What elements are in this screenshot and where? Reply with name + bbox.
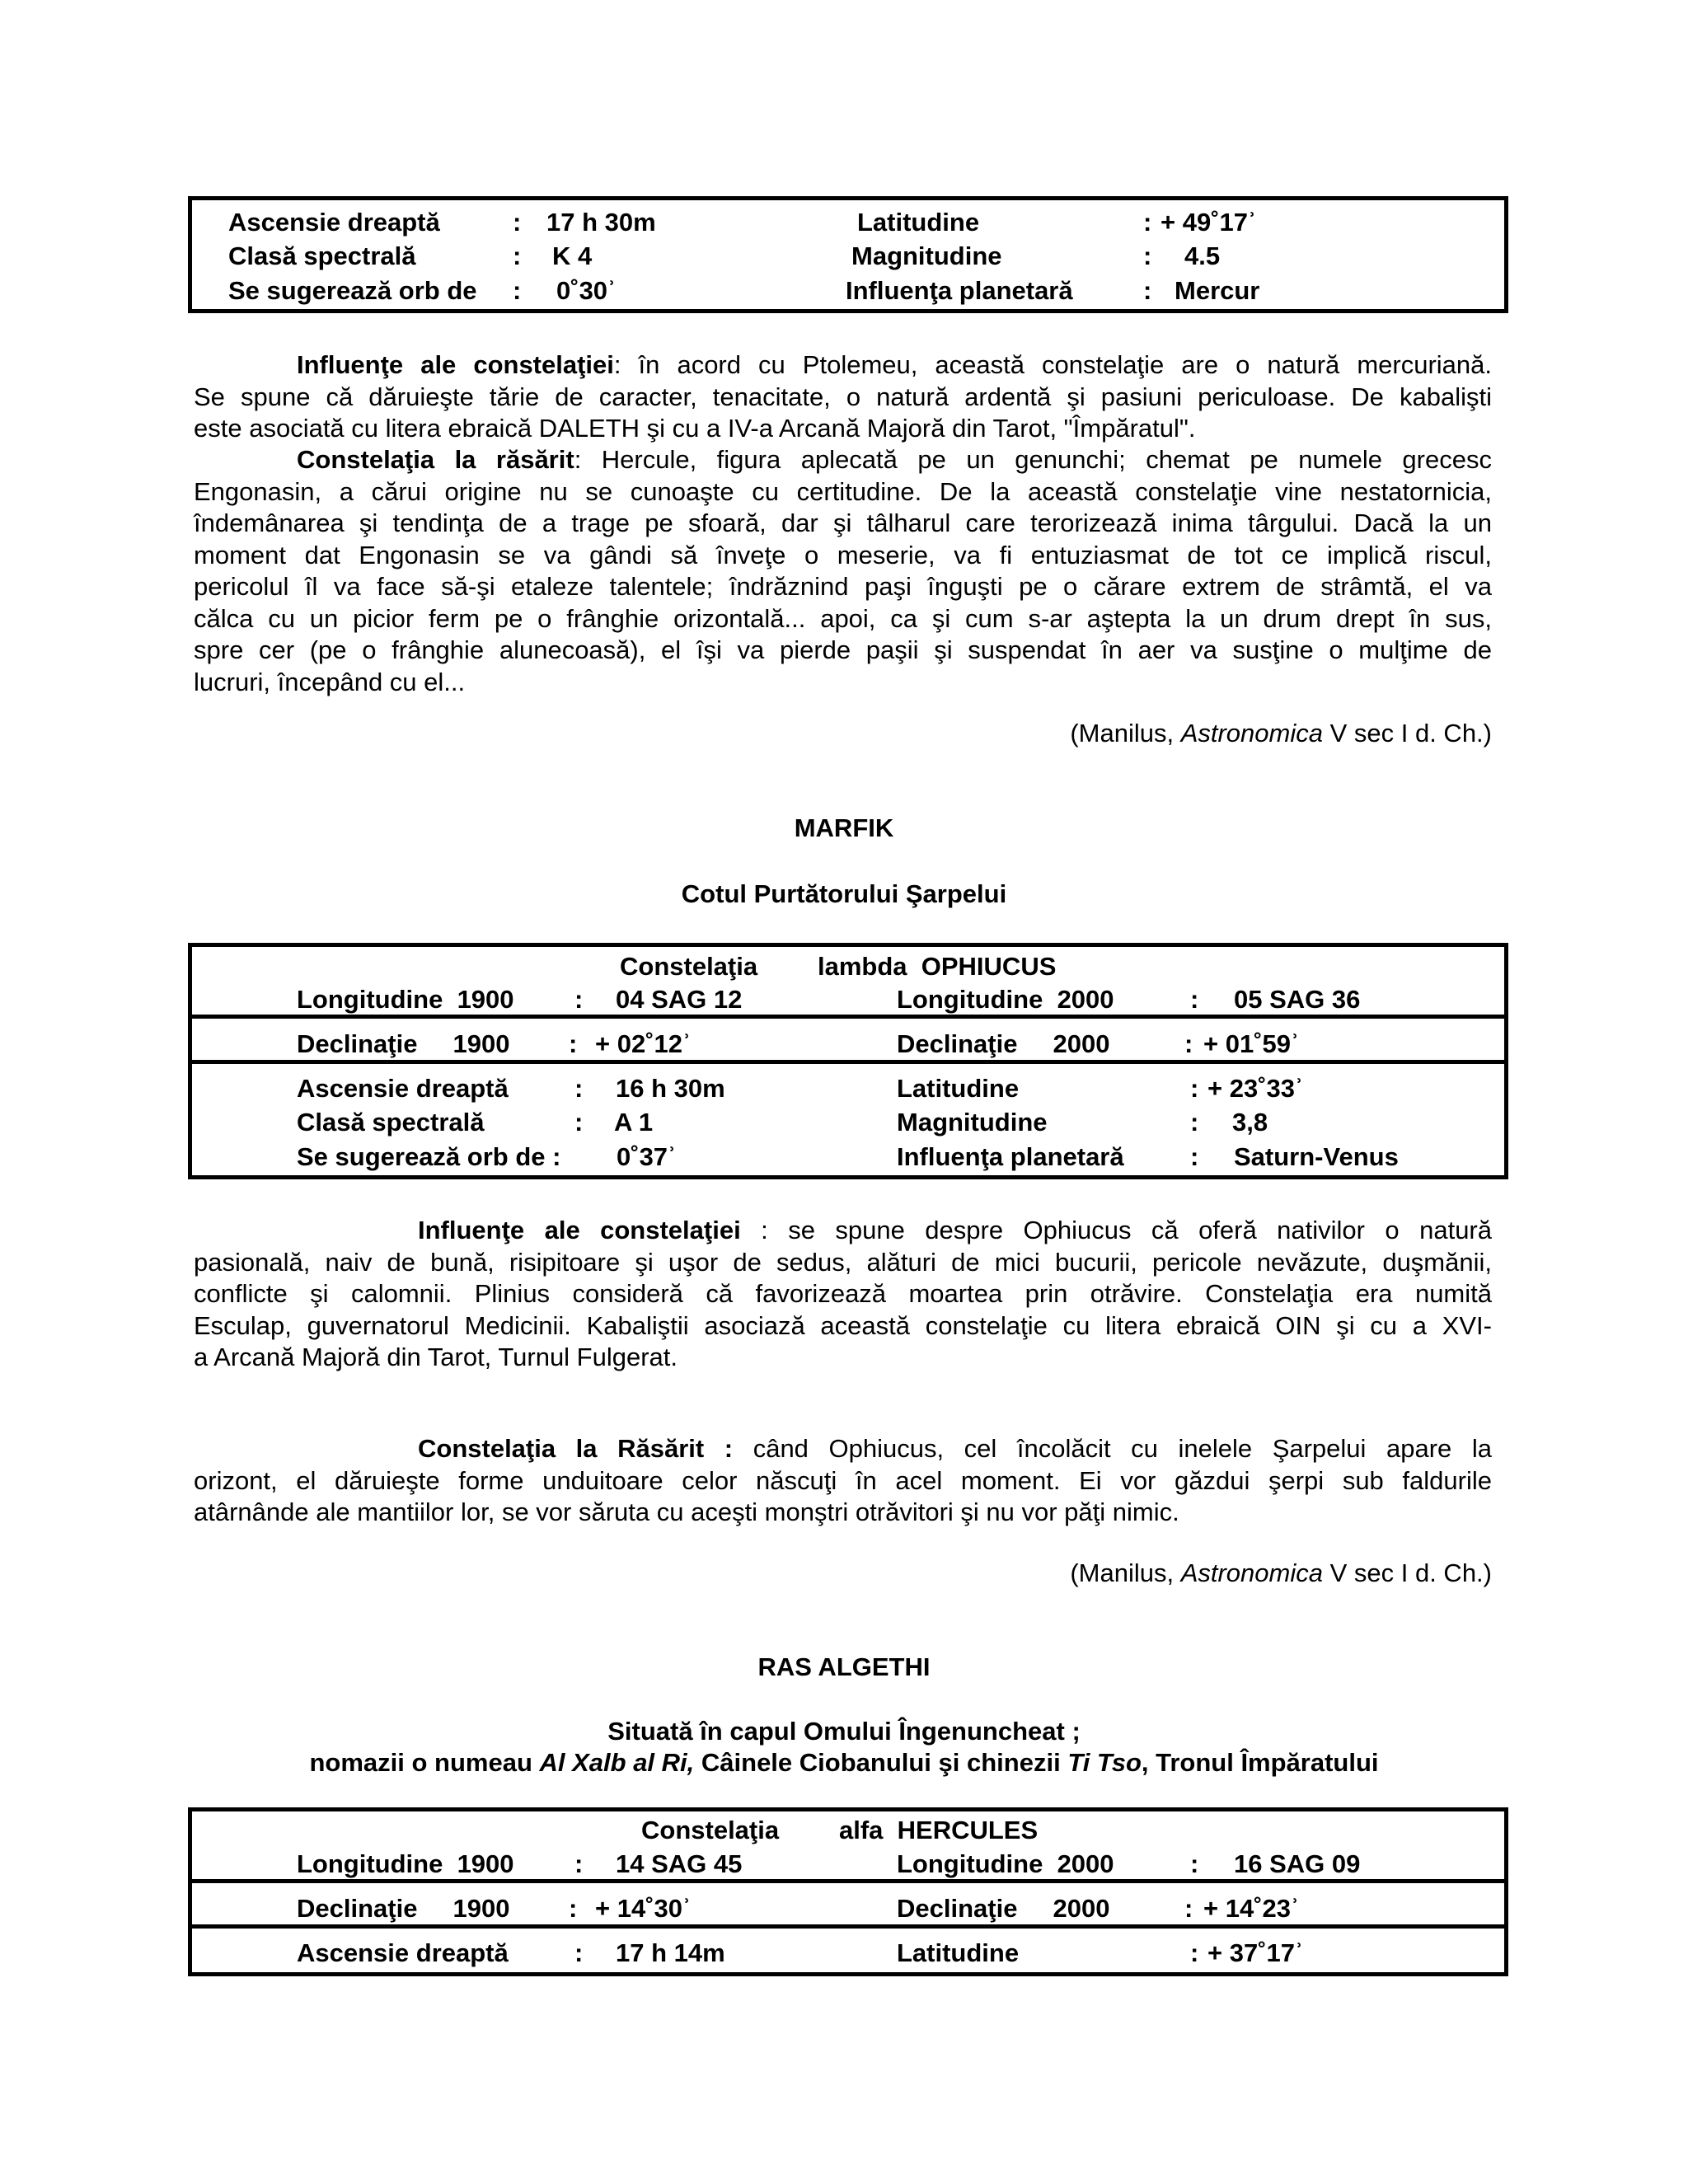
paragraph-text: : se spune despre Ophiucus că oferă nativilor o natură — [740, 1216, 1492, 1244]
paragraph-text: : Hercule, figura aplecată pe un genunchi; chemat pe numele grecesc — [574, 445, 1492, 474]
latitude-label: Latitudine — [897, 1938, 1020, 1967]
citation-work: Astronomica — [1180, 1558, 1323, 1587]
declination-1900-value: + 02˚12ʾ — [595, 1029, 692, 1058]
constellation-value: alfa HERCULES — [839, 1816, 1039, 1844]
paragraph-line — [194, 1433, 1492, 1465]
table1-row2-right-label: Magnitudine — [851, 241, 1002, 270]
longitude-2000-label: Longitudine 2000 — [897, 985, 1114, 1014]
orb-value: 0˚37ʾ — [617, 1142, 677, 1171]
paragraph-line: pasională, naiv de bună, risipitoare şi uşor de sedus, alături de mici bucurii, pericole nevăzute, duşmănii, — [194, 1247, 1492, 1277]
marfik-rising-paragraph — [194, 1433, 1492, 1529]
declination-1900-label: Declinaţie 1900 — [297, 1029, 510, 1058]
longitude-2000-sep: : — [1190, 985, 1199, 1014]
longitude-1900-label: Longitudine 1900 — [297, 985, 514, 1014]
declination-2000-sep: : — [1184, 1029, 1193, 1058]
table1-row3-right-sep: : — [1143, 276, 1152, 305]
planetary-influence-sep: : — [1190, 1142, 1199, 1171]
spectral-class-sep: : — [574, 1108, 584, 1137]
table1-row2-right-sep: : — [1143, 241, 1152, 270]
right-ascension-sep: : — [574, 1074, 584, 1103]
constellation-label: Constelaţia — [641, 1816, 780, 1844]
table1-row2-sep: : — [513, 241, 522, 270]
declination-2000-sep: : — [1184, 1894, 1193, 1923]
constellation-rising-paragraph — [194, 444, 1492, 698]
paragraph-line — [194, 444, 1492, 476]
table1-row2-label: Clasă spectrală — [228, 241, 416, 270]
latitude-sep: : — [1190, 1074, 1199, 1103]
paragraph-line: este asociată cu litera ebraică DALETH şi cu a IV-a Arcană Majoră din Tarot, "Împăratul". — [194, 414, 1196, 443]
paragraph-line: îndemânarea şi tendinţa de a trage pe sfoară, dar şi tâlharul care terorizează inima târgului. Dacă la un — [194, 509, 1492, 537]
table1-row1-right-value: + 49˚17ʾ — [1160, 208, 1257, 237]
paragraph-line: Se spune că dăruieşte tărie de caracter, tenacitate, o natură ardentă şi pasiuni periculoase. De kabalişti — [194, 382, 1492, 411]
table1-row1-value: 17 h 30m — [546, 208, 656, 237]
constellation-influences-paragraph — [194, 349, 1492, 445]
table1-row3-value: 0˚30ʾ — [556, 276, 617, 305]
right-ascension-value: 17 h 14m — [616, 1938, 725, 1967]
declination-2000-value: + 14˚23ʾ — [1203, 1894, 1300, 1923]
latitude-value: + 37˚17ʾ — [1207, 1938, 1304, 1967]
paragraph-line: lucruri, începând cu el... — [194, 667, 466, 696]
paragraph-line: a Arcană Majoră din Tarot, Turnul Fulgerat. — [194, 1343, 678, 1371]
star-title-marfik: MARFIK — [794, 813, 894, 842]
right-ascension-label: Ascensie dreaptă — [297, 1074, 509, 1103]
citation-2 — [1070, 1557, 1492, 1590]
paragraph-heading: Constelaţia la răsărit — [297, 445, 574, 474]
paragraph-line: conflicte şi calomnii. Plinius consideră că favorizează moartea prin otrăvire. Constelaţia era numită — [194, 1279, 1492, 1308]
table1-row1-sep: : — [513, 208, 522, 237]
latitude-sep: : — [1190, 1938, 1199, 1967]
paragraph-line: moment dat Engonasin se va gândi să înveţe o meserie, va fi entuziasmat de tot ce implică riscul, — [194, 540, 1492, 569]
citation-author: (Manilus, — [1070, 719, 1181, 748]
subtitle-arabic-name: Al Xalb al Ri, — [539, 1748, 695, 1777]
declination-1900-sep: : — [569, 1029, 578, 1058]
paragraph-line: orizont, el dăruieşte forme unduitoare celor născuţi în acel moment. Ei vor găzdui şerpi sub faldurile — [194, 1465, 1492, 1495]
magnitude-label: Magnitudine — [897, 1108, 1048, 1137]
paragraph-line: pericolul îl va face să-şi etaleze talentele; îndrăznind paşi înguşti pe o cărare extrem de strâmtă, el va — [194, 572, 1492, 601]
table1-row2-value: K 4 — [552, 241, 593, 270]
declination-2000-label: Declinaţie 2000 — [897, 1894, 1110, 1923]
subtitle-text: nomazii o numeau — [309, 1748, 540, 1777]
paragraph-line: atârnânde ale mantiilor lor, se vor săruta cu aceşti monştri otrăvitori şi nu vor păţi nimic. — [194, 1497, 1179, 1526]
citation-date: V sec I d. Ch.) — [1322, 719, 1492, 748]
table1-row1-right-label: Latitudine — [857, 208, 980, 237]
paragraph-line: Esculap, guvernatorul Medicinii. Kabaliştii asociază această constelaţie cu litera ebraică OIN şi cu a XVI- — [194, 1310, 1492, 1340]
table1-row1-label: Ascensie dreaptă — [228, 208, 440, 237]
longitude-1900-sep: : — [574, 1849, 584, 1878]
marfik-influences-paragraph — [194, 1215, 1492, 1374]
declination-1900-sep: : — [569, 1894, 578, 1923]
longitude-2000-label: Longitudine 2000 — [897, 1849, 1114, 1878]
orb-label: Se sugerează orb de : — [297, 1142, 561, 1171]
right-ascension-value: 16 h 30m — [616, 1074, 725, 1103]
citation-work: Astronomica — [1180, 719, 1323, 748]
star-title-rasalgethi: RAS ALGETHI — [757, 1652, 931, 1681]
paragraph-line: spre cer (pe o frânghie alunecoasă), el îşi va pierde paşii şi suspendat în aer va susţine o mulţime de — [194, 635, 1492, 664]
paragraph-heading: Constelaţia la Răsărit : — [418, 1434, 734, 1463]
citation-author: (Manilus, — [1070, 1558, 1181, 1587]
subtitle-text: , Tronul Împăratului — [1141, 1748, 1379, 1777]
paragraph-line — [194, 349, 1492, 382]
longitude-2000-sep: : — [1190, 1849, 1199, 1878]
longitude-2000-value: 05 SAG 36 — [1234, 985, 1361, 1014]
spectral-class-label: Clasă spectrală — [297, 1108, 485, 1137]
citation-date: V sec I d. Ch.) — [1322, 1558, 1492, 1587]
table1-row1-right-sep: : — [1143, 208, 1152, 237]
declination-1900-label: Declinaţie 1900 — [297, 1894, 510, 1923]
table1-row2-right-value: 4.5 — [1184, 241, 1221, 270]
constellation-label: Constelaţia — [620, 952, 758, 981]
paragraph-line — [194, 1215, 1492, 1247]
citation-1 — [1070, 717, 1492, 750]
longitude-1900-label: Longitudine 1900 — [297, 1849, 514, 1878]
declination-2000-label: Declinaţie 2000 — [897, 1029, 1110, 1058]
star-subtitle-names — [0, 1746, 1688, 1779]
table1-row3-right-value: Mercur — [1175, 276, 1260, 305]
paragraph-heading: Influenţe ale constelaţiei — [297, 350, 614, 379]
magnitude-value: 3,8 — [1232, 1108, 1268, 1137]
star-subtitle-marfik: Cotul Purtătorului Şarpelui — [681, 879, 1007, 908]
paragraph-text: când Ophiucus, cel încolăcit cu inelele Şarpelui apare la — [733, 1434, 1492, 1463]
spectral-class-value: A 1 — [614, 1108, 654, 1137]
longitude-1900-value: 14 SAG 45 — [616, 1849, 743, 1878]
table1-row3-right-label: Influenţa planetară — [846, 276, 1073, 305]
star-subtitle-rasalgethi: Situată în capul Omului Îngenuncheat ; — [607, 1717, 1081, 1746]
right-ascension-label: Ascensie dreaptă — [297, 1938, 509, 1967]
paragraph-line: Engonasin, a cărui origine nu se cunoaşte cu certitudine. De la această constelaţie vine nestatornicia, — [194, 476, 1492, 506]
right-ascension-sep: : — [574, 1938, 584, 1967]
latitude-value: + 23˚33ʾ — [1207, 1074, 1304, 1103]
paragraph-text: : în acord cu Ptolemeu, această constelaţie are o natură mercuriană. — [613, 350, 1493, 379]
planetary-influence-label: Influenţa planetară — [897, 1142, 1124, 1171]
longitude-1900-sep: : — [574, 985, 584, 1014]
longitude-1900-value: 04 SAG 12 — [616, 985, 743, 1014]
constellation-value: lambda OPHIUCUS — [818, 952, 1057, 981]
table1-row3-label: Se sugerează orb de — [228, 276, 477, 305]
paragraph-heading: Influenţe ale constelaţiei — [418, 1216, 741, 1244]
planetary-influence-value: Saturn-Venus — [1234, 1142, 1399, 1171]
subtitle-chinese-name: Ti Tso — [1067, 1748, 1142, 1777]
table1-row3-sep: : — [513, 276, 522, 305]
longitude-2000-value: 16 SAG 09 — [1234, 1849, 1361, 1878]
magnitude-sep: : — [1190, 1108, 1199, 1137]
subtitle-text: Câinele Ciobanului şi chinezii — [694, 1748, 1068, 1777]
declination-1900-value: + 14˚30ʾ — [595, 1894, 692, 1923]
paragraph-line: călca cu un picior ferm pe o frânghie orizontală... apoi, ca şi cum s-ar aştepta la un drum drept în sus, — [194, 603, 1492, 633]
latitude-label: Latitudine — [897, 1074, 1020, 1103]
declination-2000-value: + 01˚59ʾ — [1203, 1029, 1300, 1058]
